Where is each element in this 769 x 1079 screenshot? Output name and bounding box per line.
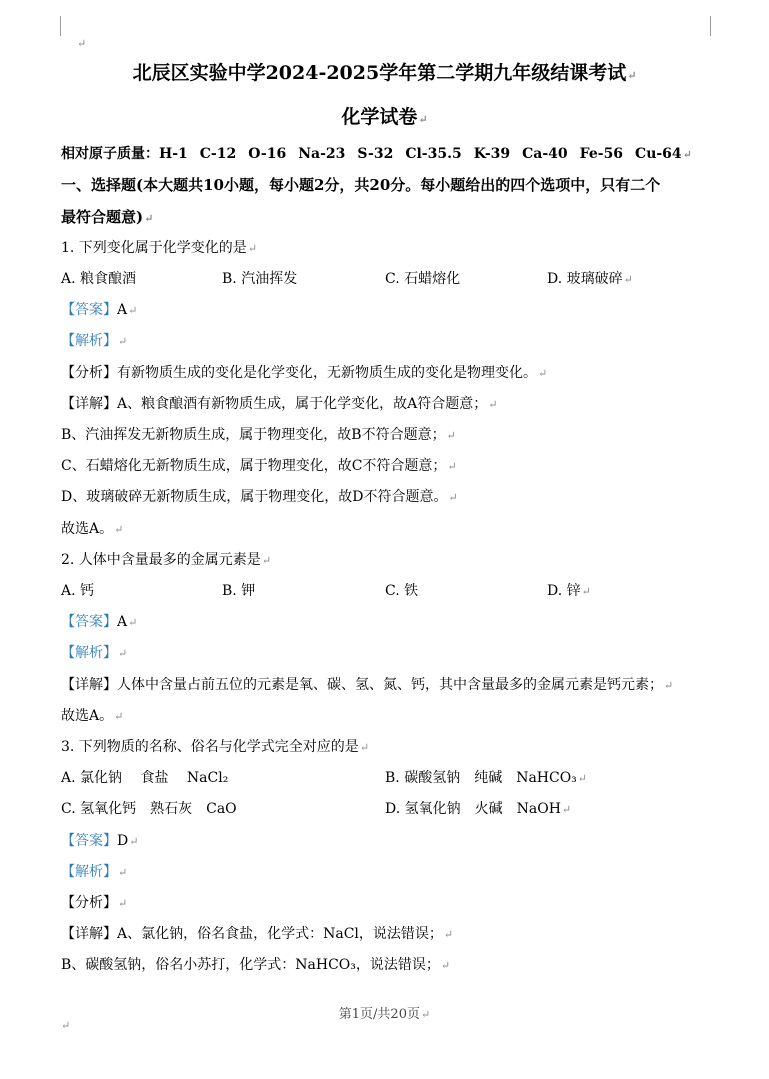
exam-title: 北辰区实验中学2024-2025学年第二学期九年级结课考试↵	[132, 62, 637, 84]
q1-detail-c: C、石蜡熔化无新物质生成，属于物理变化，故C不符合题意；↵	[61, 458, 457, 474]
q2-option-a: A. 钙	[61, 583, 95, 599]
q2-detail: 【详解】人体中含量占前五位的元素是氧、碳、氢、氮、钙，其中含量最多的金属元素是钙元素；↵	[61, 677, 674, 693]
q3-detail-b: B、碳酸氢钠，俗名小苏打，化学式：NaHCO₃，说法错误；↵	[61, 957, 451, 973]
q1-answer: 【答案】A↵	[61, 302, 138, 318]
question-3-stem: 3. 下列物质的名称、俗名与化学式完全对应的是↵	[61, 739, 370, 755]
q3-option-d: D. 氢氧化钠 火碱 NaOH↵	[385, 801, 572, 817]
paragraph-mark-bottom: ↵	[61, 1019, 71, 1032]
q1-detail-b: B、汽油挥发无新物质生成，属于物理变化，故B不符合题意；↵	[61, 427, 456, 443]
q3-option-b: B. 碳酸氢钠 纯碱 NaHCO₃↵	[385, 770, 588, 786]
exam-subtitle: 化学试卷↵	[341, 106, 428, 128]
q3-option-c: C. 氢氧化钙 熟石灰 CaO	[61, 801, 237, 817]
page-footer: 第1页/共20页↵	[338, 1007, 431, 1022]
q2-option-b: B. 钾	[222, 583, 256, 599]
q1-option-b: B. 汽油挥发	[222, 271, 298, 287]
q3-answer: 【答案】D↵	[61, 833, 139, 849]
q1-conclusion: 故选A。↵	[61, 521, 124, 537]
q1-option-a: A. 粮食酿酒	[61, 271, 137, 287]
q2-conclusion: 故选A。↵	[61, 708, 124, 724]
paragraph-mark: ↵	[77, 37, 87, 50]
question-2-stem: 2. 人体中含量最多的金属元素是↵	[61, 552, 272, 568]
q3-analysis-label: 【解析】↵	[61, 864, 128, 880]
q2-option-d: D. 锌↵	[547, 583, 591, 599]
q1-detail-d: D、玻璃破碎无新物质生成，属于物理变化，故D不符合题意。↵	[61, 489, 458, 505]
q2-answer: 【答案】A↵	[61, 614, 138, 630]
q3-option-a: A. 氯化钠 食盐 NaCl₂	[61, 770, 229, 786]
q1-option-c: C. 石蜡熔化	[385, 271, 461, 287]
q3-detail-a: 【详解】A、氯化钠，俗名食盐，化学式：NaCl，说法错误；↵	[61, 926, 454, 942]
crop-mark-top-left	[60, 16, 61, 36]
q1-fenxi: 【分析】有新物质生成的变化是化学变化，无新物质生成的变化是物理变化。↵	[61, 365, 548, 381]
q1-analysis-label: 【解析】↵	[61, 333, 128, 349]
q2-analysis-label: 【解析】↵	[61, 645, 128, 661]
question-1-stem: 1. 下列变化属于化学变化的是↵	[61, 240, 258, 256]
q1-detail-a: 【详解】A、粮食酿酒有新物质生成，属于化学变化，故A符合题意；↵	[61, 396, 498, 412]
section-heading: 一、选择题(本大题共10小题，每小题2分，共20分。每小题给出的四个选项中，只有二个	[61, 176, 661, 194]
crop-mark-top-right	[710, 16, 711, 36]
q1-option-d: D. 玻璃破碎↵	[547, 271, 633, 287]
section-heading-cont: 最符合题意)↵	[61, 208, 154, 226]
atomic-mass-line: 相对原子质量：H-1 C-12 O-16 Na-23 S-32 Cl-35.5 K-39 Ca-40 Fe-56 Cu-64↵	[61, 146, 692, 162]
q3-fenxi: 【分析】↵	[61, 895, 128, 911]
q2-option-c: C. 铁	[385, 583, 419, 599]
